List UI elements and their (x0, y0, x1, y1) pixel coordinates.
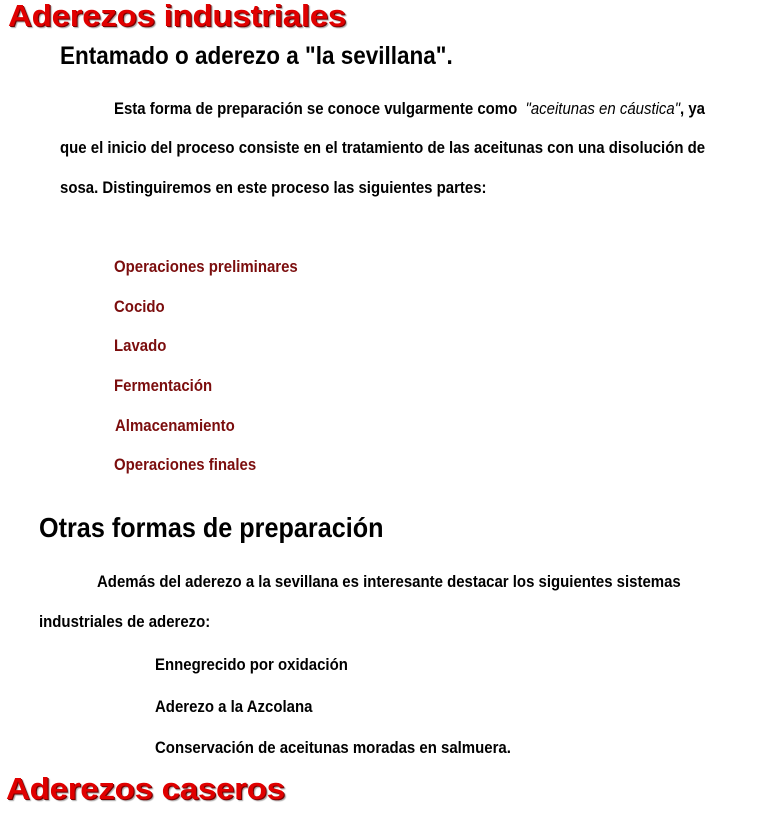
paragraph-sevillana-line2: que el inicio del proceso consiste en el tratamiento de las aceitunas con una disolución de (60, 138, 706, 157)
link-operaciones-preliminares[interactable]: Operaciones preliminares (114, 257, 298, 276)
paragraph-sevillana-line3: sosa. Distinguiremos en este proceso las siguientes partes: (60, 178, 487, 197)
link-almacenamiento[interactable]: Almacenamiento (115, 416, 235, 435)
paragraph-otras-line1: Además del aderezo a la sevillana es interesante destacar los siguientes sistemas (97, 572, 681, 591)
heading-aderezos-industriales: Aderezos industriales (8, 0, 346, 33)
item-aderezo-a-la-azcolana: Aderezo a la Azcolana (155, 697, 313, 716)
link-cocido[interactable]: Cocido (114, 297, 165, 316)
item-ennegrecido-por-oxidacion: Ennegrecido por oxidación (155, 655, 348, 674)
emphasis-aceitunas-en-caustica: "aceitunas en cáustica" (525, 99, 681, 118)
link-fermentacion[interactable]: Fermentación (114, 376, 213, 395)
paragraph-sevillana-line1 (114, 99, 705, 119)
paragraph-text: Esta forma de preparación se conoce vulgarmente como (114, 99, 518, 118)
link-lavado[interactable]: Lavado (114, 336, 167, 355)
link-operaciones-finales[interactable]: Operaciones finales (114, 455, 257, 474)
paragraph-otras-line2: industriales de aderezo: (39, 612, 211, 631)
section-title-sevillana: Entamado o aderezo a "la sevillana". (60, 42, 453, 70)
paragraph-text: , ya (680, 99, 705, 118)
heading-aderezos-caseros: Aderezos caseros (6, 771, 285, 806)
item-conservacion-aceitunas-moradas: Conservación de aceitunas moradas en salmuera. (155, 738, 511, 757)
section-title-otras-formas: Otras formas de preparación (39, 512, 384, 543)
